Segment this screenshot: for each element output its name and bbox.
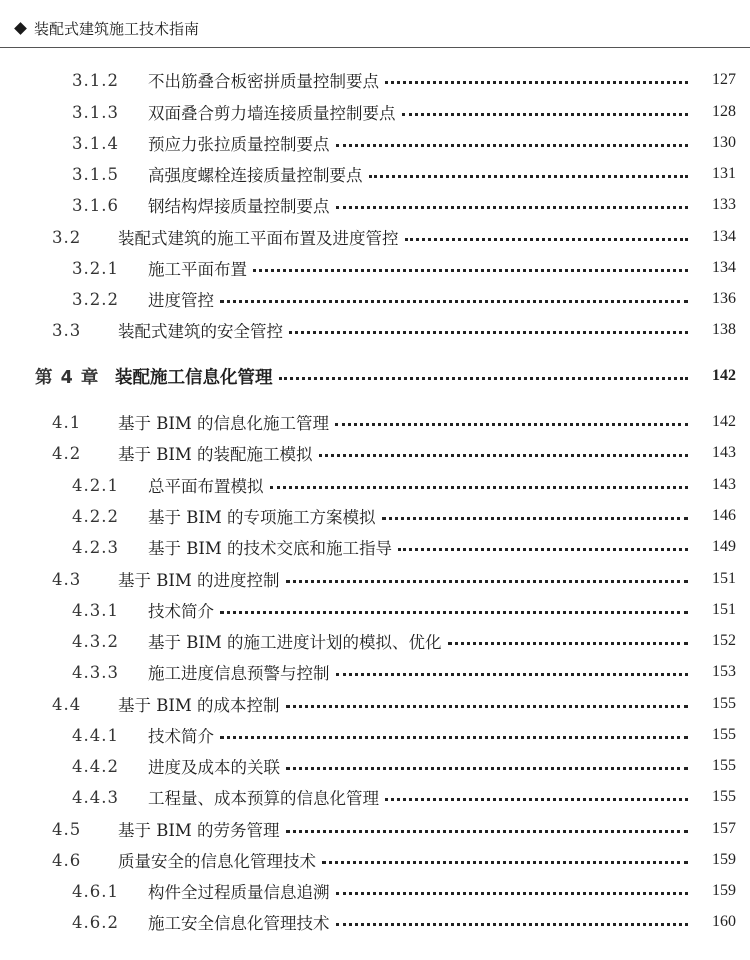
toc-entry bbox=[0, 723, 750, 747]
toc-entry-title: 施工安全信息化管理技术 bbox=[148, 914, 330, 933]
toc-entry-number: 第 4 章 bbox=[35, 367, 100, 388]
toc-entry bbox=[0, 660, 750, 684]
toc-entry-number: 4.4.1 bbox=[72, 725, 119, 745]
toc-entry-page: 159 bbox=[712, 882, 736, 899]
toc-entry-number: 3.1.2 bbox=[72, 70, 119, 90]
toc-entry-page: 143 bbox=[712, 476, 736, 493]
toc-entry-page: 157 bbox=[712, 820, 736, 837]
header-title: 装配式建筑施工技术指南 bbox=[34, 20, 200, 38]
toc-entry bbox=[0, 162, 750, 186]
toc-entry bbox=[0, 598, 750, 622]
dot-leader bbox=[220, 300, 688, 303]
toc-entry-title: 不出筋叠合板密拼质量控制要点 bbox=[148, 72, 379, 91]
dot-leader bbox=[279, 377, 689, 380]
toc-entry-number: 3.2 bbox=[52, 227, 82, 247]
toc-entry-number: 4.2.3 bbox=[72, 537, 119, 557]
dot-leader bbox=[286, 830, 688, 833]
dot-leader bbox=[253, 269, 688, 272]
toc-entry-page: 160 bbox=[712, 913, 736, 930]
toc-entry-number: 4.4 bbox=[52, 694, 82, 714]
toc-entry-title: 装配式建筑的施工平面布置及进度管控 bbox=[118, 229, 399, 248]
toc-entry-title: 进度及成本的关联 bbox=[148, 758, 280, 777]
toc-entry-title: 进度管控 bbox=[148, 291, 214, 310]
toc-entry-title: 施工平面布置 bbox=[148, 260, 247, 279]
toc-entry-page: 152 bbox=[712, 632, 736, 649]
dot-leader bbox=[336, 144, 689, 147]
toc-entry-title: 基于 BIM 的成本控制 bbox=[118, 696, 280, 715]
toc-entry-number: 4.1 bbox=[52, 412, 82, 432]
toc-entry-page: 128 bbox=[712, 103, 736, 120]
toc-entry-title: 装配式建筑的安全管控 bbox=[118, 322, 283, 341]
toc-entry-page: 131 bbox=[712, 165, 736, 182]
header-rule bbox=[0, 47, 750, 48]
toc-entry-title: 预应力张拉质量控制要点 bbox=[148, 135, 330, 154]
dot-leader bbox=[286, 767, 688, 770]
toc-entry-title: 技术简介 bbox=[148, 602, 214, 621]
toc-entry-title: 钢结构焊接质量控制要点 bbox=[148, 197, 330, 216]
diamond-bullet-icon bbox=[14, 22, 27, 35]
toc-entry-page: 151 bbox=[712, 601, 736, 618]
toc-entry-page: 130 bbox=[712, 134, 736, 151]
toc-entry-page: 153 bbox=[712, 663, 736, 680]
toc-entry-title: 基于 BIM 的劳务管理 bbox=[118, 821, 280, 840]
dot-leader bbox=[398, 548, 688, 551]
toc-entry-number: 4.4.3 bbox=[72, 787, 119, 807]
toc-entry-title: 装配施工信息化管理 bbox=[115, 367, 273, 388]
toc-entry-page: 134 bbox=[712, 259, 736, 276]
toc-entry-number: 4.6.1 bbox=[72, 881, 119, 901]
toc-entry-page: 155 bbox=[712, 788, 736, 805]
toc-entry-title: 构件全过程质量信息追溯 bbox=[148, 883, 330, 902]
toc-entry bbox=[0, 879, 750, 903]
toc-entry bbox=[0, 504, 750, 528]
toc-entry bbox=[0, 692, 750, 716]
toc-entry bbox=[0, 910, 750, 934]
toc-entry bbox=[0, 441, 750, 465]
dot-leader bbox=[322, 861, 688, 864]
dot-leader bbox=[336, 923, 689, 926]
toc-entry-title: 技术简介 bbox=[148, 727, 214, 746]
dot-leader bbox=[286, 580, 688, 583]
toc-entry-title: 基于 BIM 的施工进度计划的模拟、优化 bbox=[148, 633, 442, 652]
dot-leader bbox=[402, 113, 689, 116]
toc-entry bbox=[0, 410, 750, 434]
toc-entry-page: 143 bbox=[712, 444, 736, 461]
toc-entry bbox=[0, 256, 750, 280]
toc-entry-page: 155 bbox=[712, 695, 736, 712]
toc-entry-page: 127 bbox=[712, 71, 736, 88]
dot-leader bbox=[405, 238, 689, 241]
toc-entry-number: 3.1.3 bbox=[72, 102, 119, 122]
toc-entry-page: 133 bbox=[712, 196, 736, 213]
toc-entry-page: 138 bbox=[712, 321, 736, 338]
dot-leader bbox=[220, 736, 688, 739]
toc-entry-title: 基于 BIM 的信息化施工管理 bbox=[118, 414, 330, 433]
toc-entry bbox=[0, 754, 750, 778]
toc-entry-number: 3.1.6 bbox=[72, 195, 119, 215]
toc-entry-number: 3.2.2 bbox=[72, 289, 119, 309]
toc-entry bbox=[0, 131, 750, 155]
toc-entry-number: 4.6.2 bbox=[72, 912, 119, 932]
toc-entry-title: 基于 BIM 的技术交底和施工指导 bbox=[148, 539, 393, 558]
toc-entry-number: 4.3 bbox=[52, 569, 82, 589]
toc-entry bbox=[0, 287, 750, 311]
toc-entry-title: 高强度螺栓连接质量控制要点 bbox=[148, 166, 363, 185]
toc-entry-page: 151 bbox=[712, 570, 736, 587]
toc-entry-number: 4.5 bbox=[52, 819, 82, 839]
dot-leader bbox=[220, 611, 688, 614]
toc-entry-number: 4.3.1 bbox=[72, 600, 119, 620]
toc-entry-number: 4.2.1 bbox=[72, 475, 119, 495]
toc-entry-page: 134 bbox=[712, 228, 736, 245]
toc-entry bbox=[0, 785, 750, 809]
dot-leader bbox=[336, 673, 689, 676]
toc-entry-page: 142 bbox=[712, 413, 736, 430]
dot-leader bbox=[369, 175, 689, 178]
toc-entry bbox=[0, 817, 750, 841]
toc-entry-number: 4.2 bbox=[52, 443, 82, 463]
toc-entry-page: 159 bbox=[712, 851, 736, 868]
dot-leader bbox=[335, 423, 688, 426]
toc-entry-number: 3.2.1 bbox=[72, 258, 119, 278]
dot-leader bbox=[448, 642, 688, 645]
toc-entry bbox=[0, 567, 750, 591]
toc-entry bbox=[0, 68, 750, 92]
toc-entry bbox=[0, 848, 750, 872]
toc-entry-number: 3.1.5 bbox=[72, 164, 119, 184]
toc-entry bbox=[0, 318, 750, 342]
toc-entry-number: 4.3.3 bbox=[72, 662, 119, 682]
toc-entry-title: 基于 BIM 的专项施工方案模拟 bbox=[148, 508, 376, 527]
toc-entry-title: 基于 BIM 的装配施工模拟 bbox=[118, 445, 313, 464]
dot-leader bbox=[382, 517, 688, 520]
toc-entry-title: 施工进度信息预警与控制 bbox=[148, 664, 330, 683]
toc-entry-title: 基于 BIM 的进度控制 bbox=[118, 571, 280, 590]
toc-entry bbox=[0, 473, 750, 497]
toc-entry-number: 4.4.2 bbox=[72, 756, 119, 776]
dot-leader bbox=[289, 331, 688, 334]
toc-entry-page: 149 bbox=[712, 538, 736, 555]
dot-leader bbox=[336, 206, 689, 209]
toc-entry-page: 155 bbox=[712, 726, 736, 743]
toc-chapter-entry bbox=[0, 364, 750, 388]
toc-entry-page: 146 bbox=[712, 507, 736, 524]
toc-entry-page: 136 bbox=[712, 290, 736, 307]
dot-leader bbox=[286, 705, 688, 708]
toc-entry-title: 工程量、成本预算的信息化管理 bbox=[148, 789, 379, 808]
dot-leader bbox=[385, 81, 688, 84]
toc-entry-title: 总平面布置模拟 bbox=[148, 477, 264, 496]
toc-entry bbox=[0, 100, 750, 124]
running-header bbox=[12, 18, 199, 39]
toc-entry bbox=[0, 225, 750, 249]
toc-entry-page: 155 bbox=[712, 757, 736, 774]
toc-entry-page: 142 bbox=[712, 367, 736, 384]
toc-entry-number: 3.3 bbox=[52, 320, 82, 340]
toc-entry-title: 质量安全的信息化管理技术 bbox=[118, 852, 316, 871]
dot-leader bbox=[319, 454, 688, 457]
dot-leader bbox=[336, 892, 689, 895]
toc-entry-number: 3.1.4 bbox=[72, 133, 119, 153]
toc-entry bbox=[0, 193, 750, 217]
toc-entry-number: 4.3.2 bbox=[72, 631, 119, 651]
dot-leader bbox=[385, 798, 688, 801]
toc-entry bbox=[0, 629, 750, 653]
dot-leader bbox=[270, 486, 689, 489]
toc-entry-title: 双面叠合剪力墙连接质量控制要点 bbox=[148, 104, 396, 123]
toc-entry-number: 4.6 bbox=[52, 850, 82, 870]
toc-entry-number: 4.2.2 bbox=[72, 506, 119, 526]
toc-entry bbox=[0, 535, 750, 559]
